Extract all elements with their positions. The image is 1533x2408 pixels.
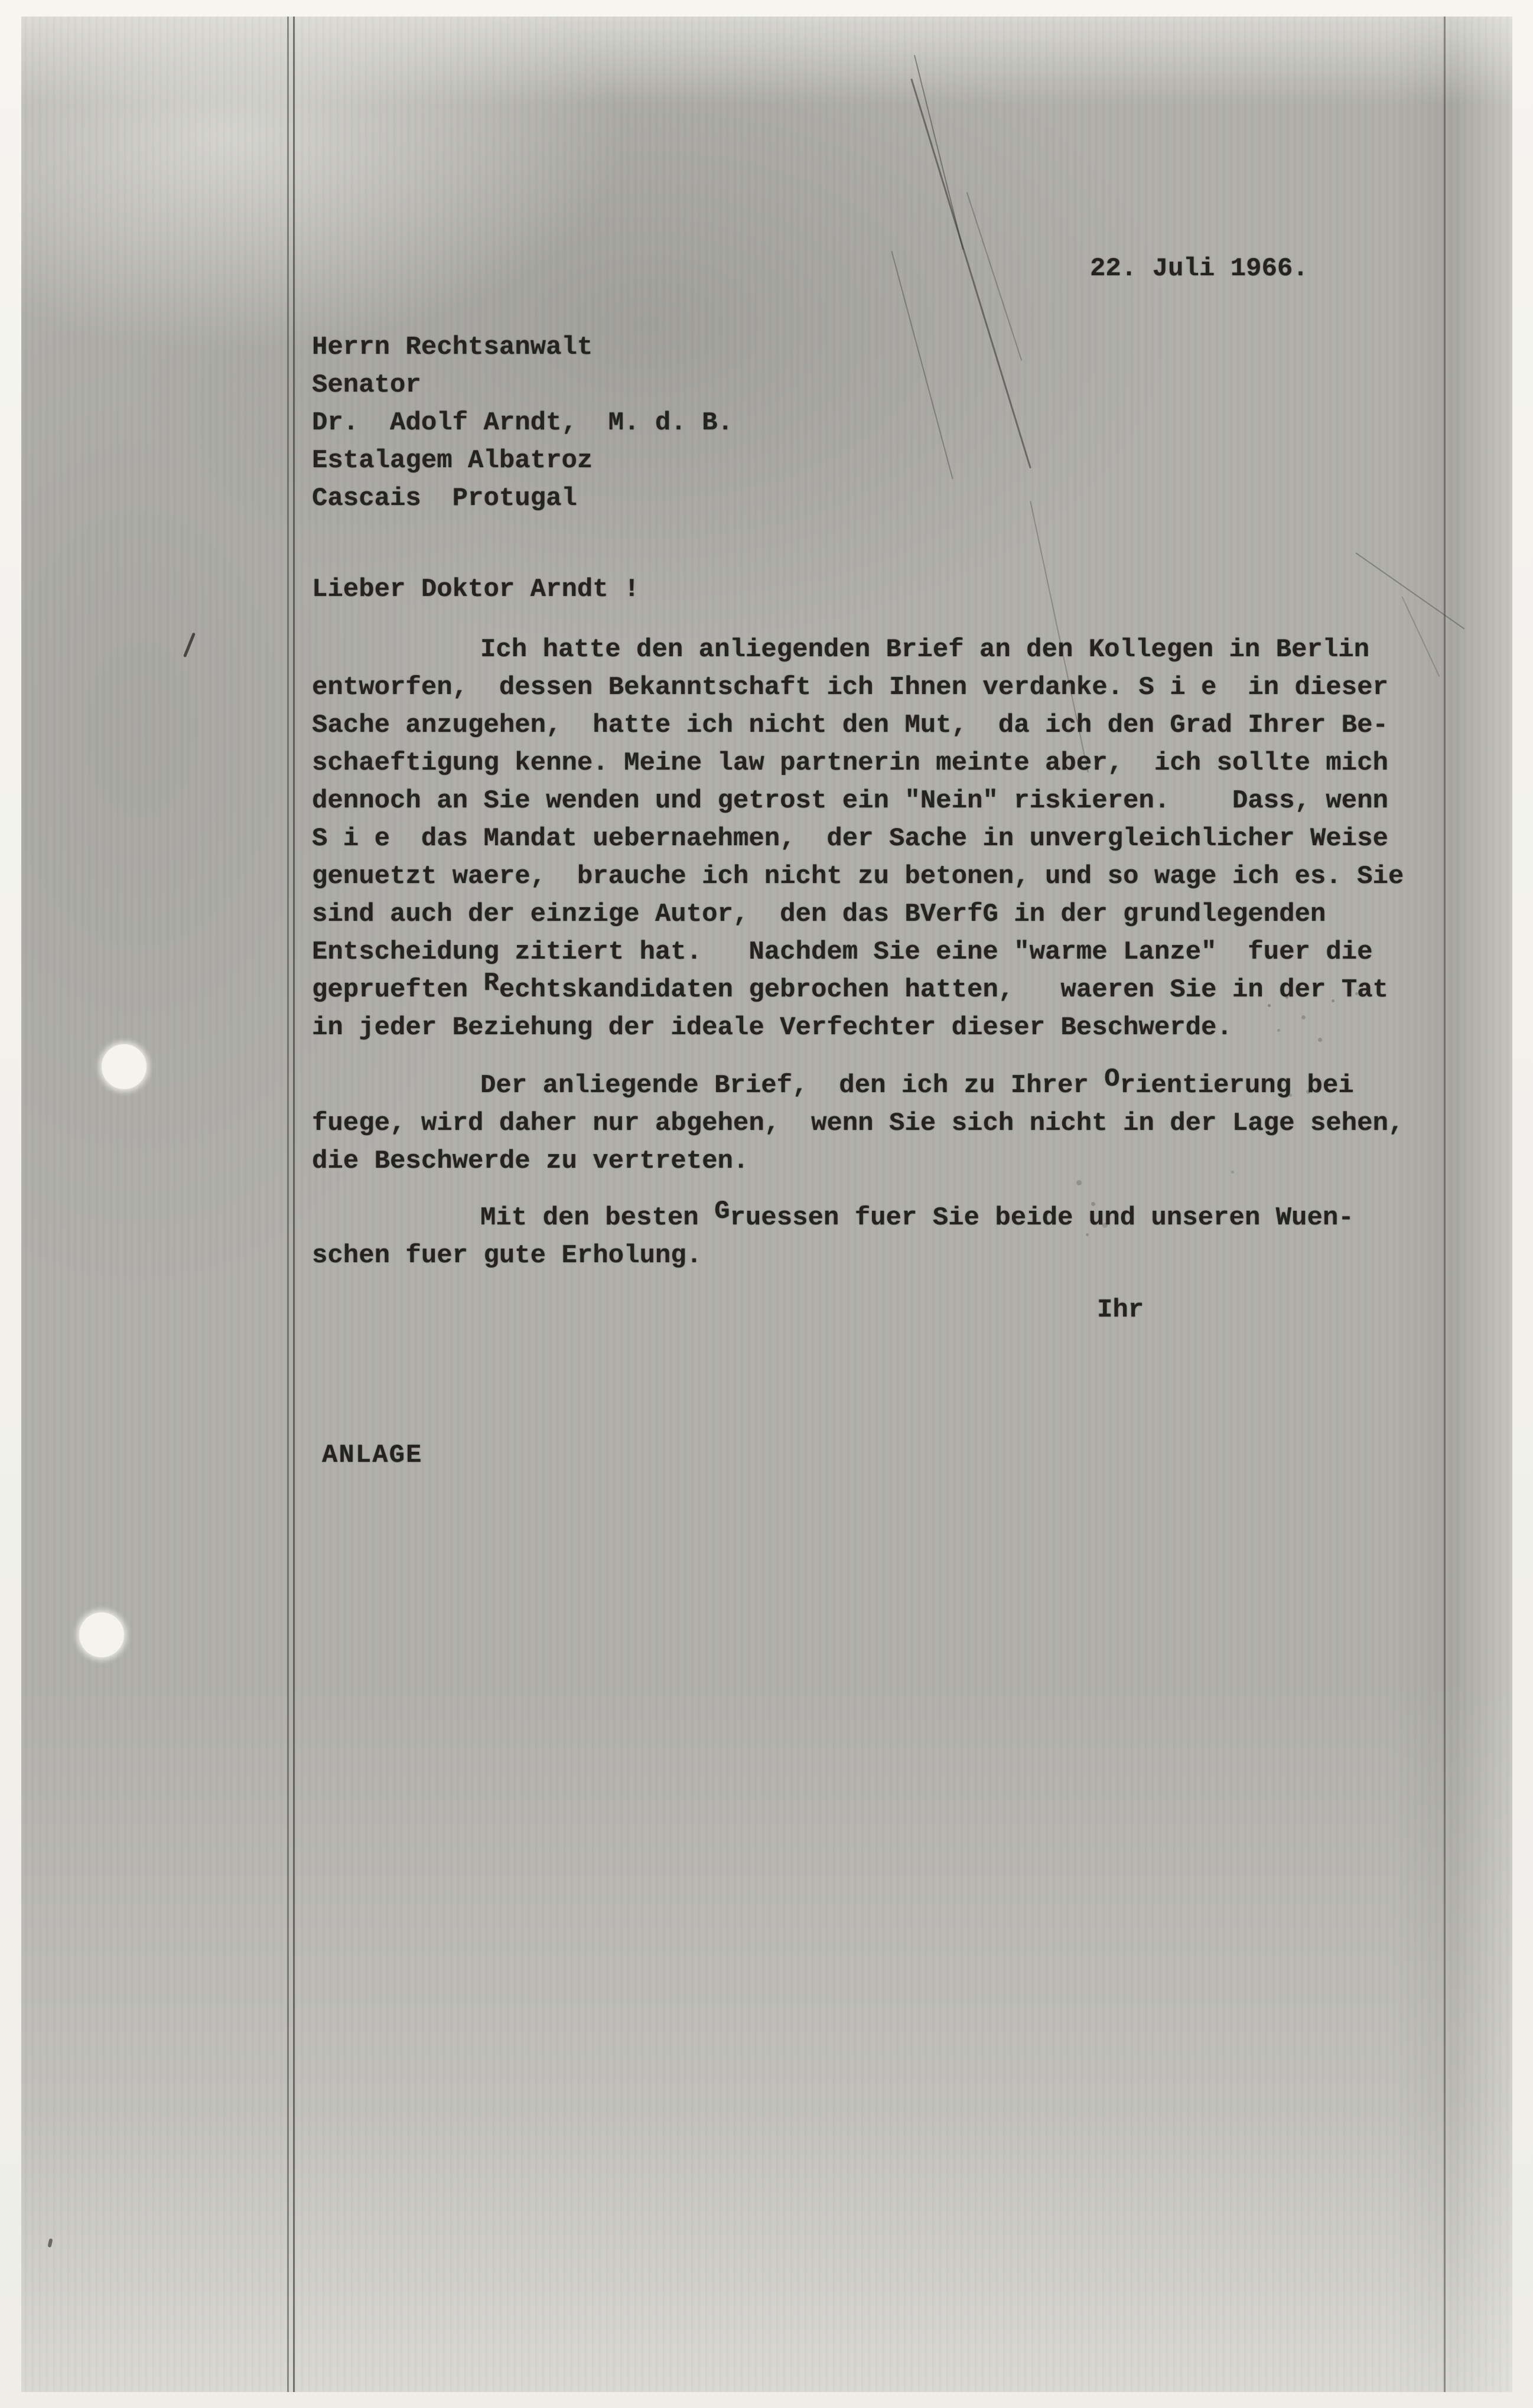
typed-line: in jeder Beziehung der ideale Verfechter dieser Beschwerde.	[312, 1013, 1232, 1042]
typed-line: Herrn Rechtsanwalt	[312, 333, 593, 362]
typed-line: Mit den besten Gruessen fuer Sie beide und unseren Wuen-	[480, 1197, 1354, 1233]
salutation: Lieber Doktor Arndt !	[312, 575, 640, 604]
punch-hole-bottom	[79, 1612, 124, 1657]
pencil-scratch	[910, 79, 1031, 469]
paragraph-1	[312, 631, 1404, 1047]
typed-line: Senator	[312, 370, 421, 400]
typed-line: Der anliegende Brief, den ich zu Ihrer Orientierung bei	[480, 1064, 1354, 1100]
typed-line: Dr. Adolf Arndt, M. d. B.	[312, 408, 733, 438]
pencil-scratch	[966, 192, 1023, 361]
pencil-scratch	[891, 251, 953, 480]
punch-hole-top	[102, 1044, 147, 1089]
left-margin-rule-outer	[287, 17, 289, 2392]
typed-line: Cascais Protugal	[312, 484, 577, 513]
recipient-address-block	[312, 328, 733, 517]
letter-paper	[21, 17, 1512, 2392]
pencil-scratch	[914, 55, 964, 250]
typed-line: genuetzt waere, brauche ich nicht zu betonen, und so wage ich es. Sie	[312, 862, 1404, 891]
handwritten-slash-mark	[183, 633, 196, 658]
paper-fleck-mark	[48, 2238, 53, 2248]
typed-line: Ich hatte den anliegenden Brief an den Kollegen in Berlin	[480, 635, 1370, 664]
typed-line: Entscheidung zitiert hat. Nachdem Sie eine "warme Lanze" fuer die	[312, 937, 1373, 967]
pencil-scratch	[1355, 552, 1464, 630]
typed-line: dennoch an Sie wenden und getrost ein "Nein" riskieren. Dass, wenn	[312, 786, 1388, 816]
enclosure-label: ANLAGE	[322, 1441, 423, 1470]
typed-line: geprueften Rechtskandidaten gebrochen hatten, waeren Sie in der Tat	[312, 969, 1388, 1005]
typed-line: entworfen, dessen Bekanntschaft ich Ihnen verdanke. S i e in dieser	[312, 673, 1388, 702]
closing-ihr: Ihr	[1097, 1295, 1144, 1325]
typed-line: S i e das Mandat uebernaehmen, der Sache in unvergleichlicher Weise	[312, 824, 1388, 853]
typed-line: fuege, wird daher nur abgehen, wenn Sie sich nicht in der Lage sehen,	[312, 1109, 1404, 1138]
typed-line: schaeftigung kenne. Meine law partnerin meinte aber, ich sollte mich	[312, 748, 1388, 778]
paragraph-2	[312, 1064, 1404, 1180]
typed-line: Estalagem Albatroz	[312, 446, 593, 475]
typed-line: Sache anzugehen, hatte ich nicht den Mut, da ich den Grad Ihrer Be-	[312, 711, 1388, 740]
letter-date: 22. Juli 1966.	[1090, 254, 1309, 284]
right-margin-rule	[1444, 17, 1446, 2392]
paragraph-3	[312, 1199, 1354, 1275]
typed-line: schen fuer gute Erholung.	[312, 1241, 702, 1270]
typed-line: sind auch der einzige Autor, den das BVerfG in der grundlegenden	[312, 900, 1326, 929]
typed-line: die Beschwerde zu vertreten.	[312, 1146, 749, 1176]
left-margin-rule-inner	[293, 17, 295, 2392]
